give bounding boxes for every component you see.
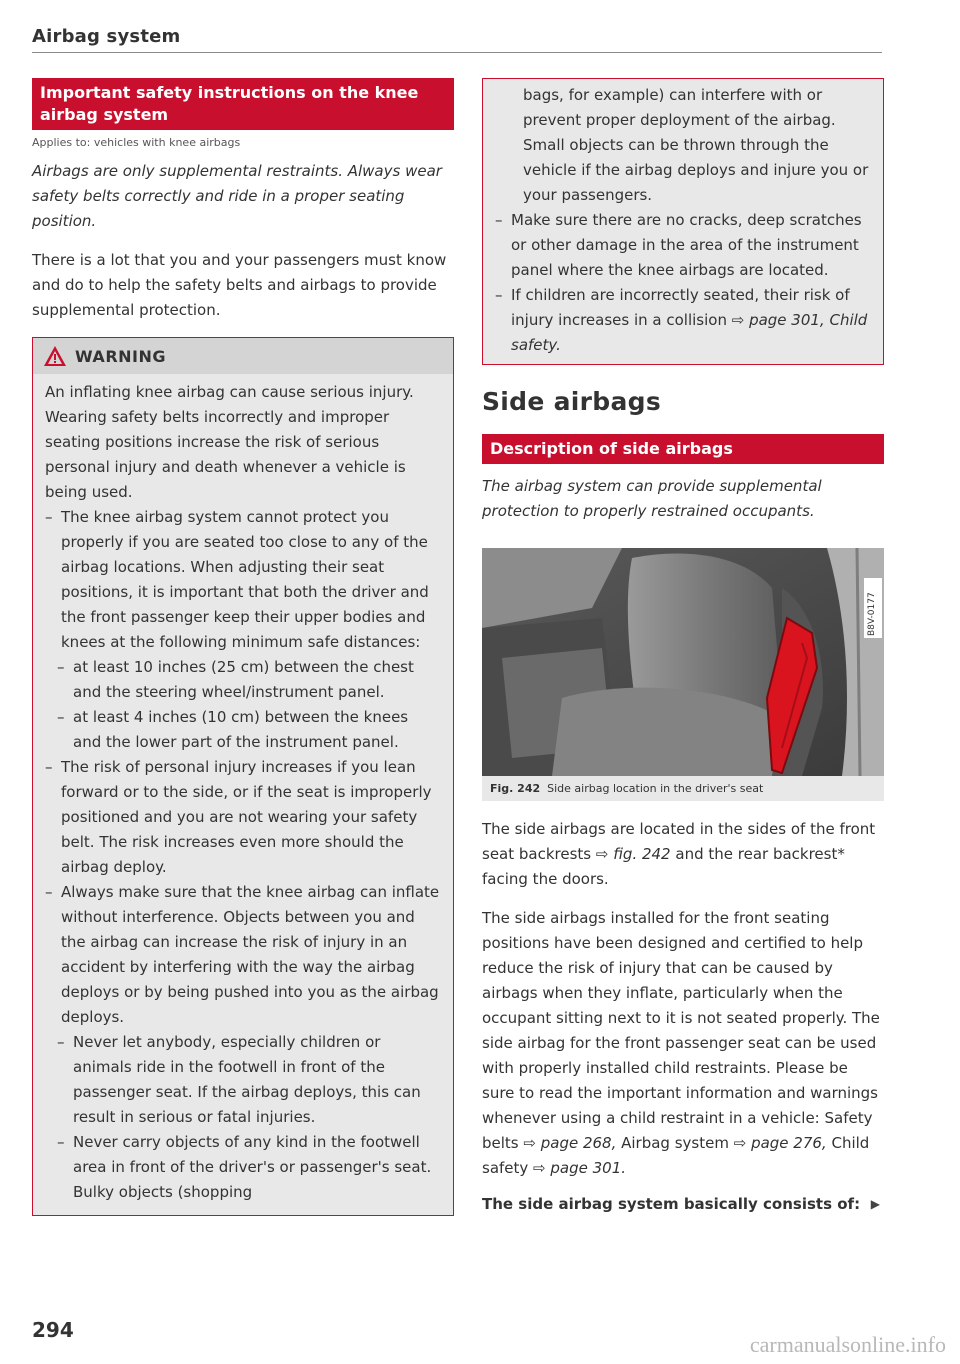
page-link[interactable]: ⇨ page 276, bbox=[733, 1134, 827, 1152]
figure-caption: Fig. 242 Side airbag location in the driver's seat bbox=[482, 776, 884, 801]
figure-link[interactable]: ⇨ fig. 242 bbox=[595, 845, 671, 863]
warning-box bbox=[32, 337, 454, 1216]
warning-header bbox=[33, 338, 453, 374]
list-item: – The risk of personal injury increases if you lean forward or to the side, or if the seat is improperly positioned and you are not wearing your safety belt. The risk increases even more should the airbag deploy. bbox=[45, 758, 432, 876]
side-airbags-banner: Description of side airbags bbox=[482, 434, 884, 464]
watermark: carmanualsonline.info bbox=[749, 1332, 946, 1357]
warning-body bbox=[33, 374, 453, 1215]
page-link[interactable]: ⇨ page 268, bbox=[523, 1134, 617, 1152]
list-item: – The knee airbag system cannot protect you properly if you are seated too close to any of the airbag locations. When adjusting their seat positions, it is important that both the driver and the front passenger keep their upper bodies and knees at the following minimum safe distances: bbox=[45, 508, 429, 651]
header-rule bbox=[32, 52, 882, 53]
warning-triangle-icon bbox=[43, 345, 67, 367]
knee-airbag-banner: Important safety instructions on the knee airbag system bbox=[32, 78, 454, 130]
list-item: – at least 4 inches (10 cm) between the knees and the lower part of the instrument panel. bbox=[57, 708, 409, 751]
page-link[interactable]: ⇨ page 301. bbox=[533, 1159, 627, 1177]
seat-illustration bbox=[482, 548, 884, 776]
page-header bbox=[32, 26, 882, 47]
warning-lead: An inflating knee airbag can cause serious injury. Wearing safety belts incorrectly and improper seating positions increase the risk of serious personal injury and death whenever a vehicle is being used. bbox=[45, 383, 414, 501]
list-item: – If children are incorrectly seated, their risk of injury increases in a collision ⇨ page 301, Child safety. bbox=[495, 286, 868, 354]
list-item: – Never let anybody, especially children or animals ride in the footwell in front of the passenger seat. If the airbag deploys, this can result in serious or fatal injuries. bbox=[57, 1033, 421, 1126]
side-intro: The airbag system can provide supplemental protection to properly restrained occupants. bbox=[482, 477, 822, 520]
intro-text: Airbags are only supplemental restraints. Always wear safety belts correctly and ride in a proper seating position. bbox=[32, 162, 442, 230]
paragraph: There is a lot that you and your passengers must know and do to help the safety belts and airbags to provide supplemental protection. bbox=[32, 251, 447, 319]
continued-text: bags, for example) can interfere with or prevent proper deployment of the airbag. Small objects can be thrown through the vehicle if the airbag deploys and injure you or your passengers. bbox=[523, 86, 869, 204]
list-item: – at least 10 inches (25 cm) between the chest and the steering wheel/instrument panel. bbox=[57, 658, 414, 701]
side-airbags-heading: Side airbags bbox=[482, 387, 662, 416]
page-link[interactable]: ⇨ page 301, Child safety. bbox=[511, 311, 868, 354]
subheading: The side airbag system basically consists of: ▶ bbox=[482, 1195, 880, 1213]
section-title: Airbag system bbox=[32, 26, 181, 47]
page-number: 294 bbox=[32, 1318, 74, 1342]
figure-side-airbag bbox=[482, 548, 884, 776]
list-item: – Make sure there are no cracks, deep scratches or other damage in the area of the instrument panel where the knee airbags are located. bbox=[495, 211, 862, 279]
warning-label: WARNING bbox=[75, 346, 166, 366]
applies-to: Applies to: vehicles with knee airbags bbox=[32, 136, 241, 149]
right-column bbox=[482, 78, 884, 1213]
list-item: – Never carry objects of any kind in the footwell area in front of the driver's or passenger's seat. Bulky objects (shopping bbox=[57, 1133, 432, 1201]
paragraph: The side airbags installed for the front seating positions have been designed and certified to help reduce the risk of injury that can be caused by airbags when they inflate, particularly when the occupant sitting next to it is not seated properly. The side airbag for the front passenger seat can be used with properly installed child restraints. Please be sure to read the important information and warnings whenever using a child restraint in a vehicle: Safety belts ⇨ page 268, Airbag system ⇨ page 276, Child safety ⇨ page 301. bbox=[482, 909, 880, 1177]
list-item: – Always make sure that the knee airbag can inflate without interference. Objects between you and the airbag can increase the risk of injury in an accident by interfering with the way the airbag deploys or by being pushed into you as the airbag deploys. bbox=[45, 883, 440, 1026]
warning-continued bbox=[482, 78, 884, 365]
figure-code: B8V-0177 bbox=[864, 578, 882, 638]
paragraph: The side airbags are located in the sides of the front seat backrests ⇨ fig. 242 and the rear backrest* facing the doors. bbox=[482, 820, 876, 888]
left-column bbox=[32, 78, 454, 1216]
continue-arrow-icon: ▶ bbox=[870, 1197, 880, 1211]
